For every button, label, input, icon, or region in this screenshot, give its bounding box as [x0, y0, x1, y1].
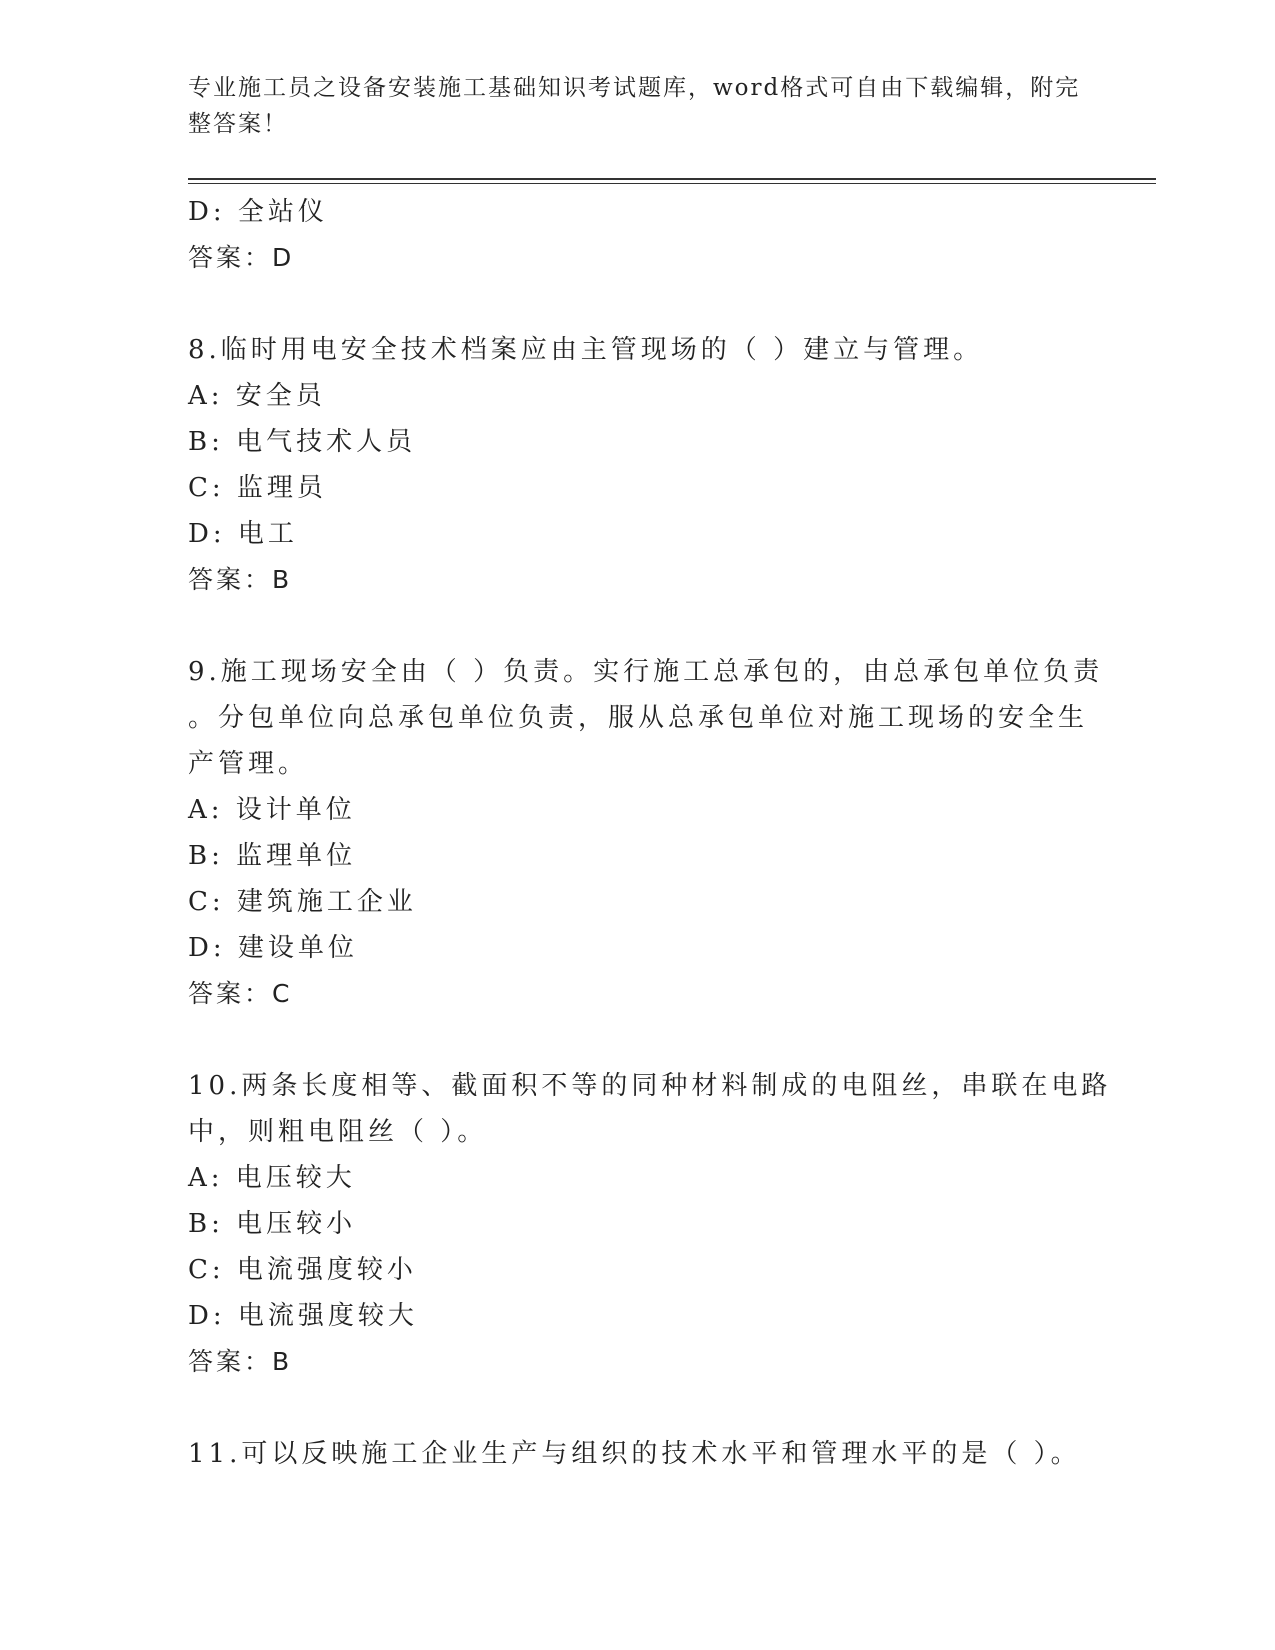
question-9-option-c: C: 建筑施工企业	[188, 887, 417, 917]
header-divider-thick	[188, 178, 1156, 180]
previous-option-d: D: 全站仪	[188, 197, 328, 227]
header-line-1: 专业施工员之设备安装施工基础知识考试题库，word格式可自由下载编辑，附完	[188, 75, 1081, 101]
question-9-option-a: A: 设计单位	[188, 795, 356, 825]
question-11-stem: 11.可以反映施工企业生产与组织的技术水平和管理水平的是（ ）。	[188, 1439, 1081, 1469]
question-10-stem-line-2: 中，则粗电阻丝（ ）。	[188, 1117, 488, 1147]
question-10-stem-line-1: 10.两条长度相等、截面积不等的同种材料制成的电阻丝，串联在电路	[188, 1071, 1112, 1101]
question-9-stem-line-3: 产管理。	[188, 749, 309, 779]
question-10-option-c: C: 电流强度较小	[188, 1255, 417, 1285]
spacer	[188, 1385, 1088, 1431]
question-10-option-d: D: 电流强度较大	[188, 1301, 418, 1331]
document-header	[188, 70, 1088, 142]
question-8-answer: 答案：B	[188, 565, 293, 594]
question-9-option-d: D: 建设单位	[188, 933, 358, 963]
question-8-option-d: D: 电工	[188, 519, 298, 549]
question-8-option-b: B: 电气技术人员	[188, 427, 417, 457]
spacer	[188, 281, 1088, 327]
previous-answer: 答案：D	[188, 243, 295, 272]
question-8-option-c: C: 监理员	[188, 473, 327, 503]
header-divider-thin	[188, 183, 1156, 184]
question-10-option-a: A: 电压较大	[188, 1163, 356, 1193]
header-line-2: 整答案！	[188, 111, 288, 137]
question-list	[188, 189, 1112, 1477]
question-9-answer: 答案：C	[188, 979, 293, 1008]
question-10-option-b: B: 电压较小	[188, 1209, 357, 1239]
question-8-stem: 8.临时用电安全技术档案应由主管现场的（ ）建立与管理。	[188, 335, 984, 365]
question-10-answer: 答案：B	[188, 1347, 293, 1376]
spacer	[188, 1017, 1088, 1063]
spacer	[188, 603, 1088, 649]
question-9-stem-line-2: 。分包单位向总承包单位负责，服从总承包单位对施工现场的安全生	[188, 703, 1089, 733]
question-9-option-b: B: 监理单位	[188, 841, 357, 871]
question-8-option-a: A: 安全员	[188, 381, 326, 411]
question-9-stem-line-1: 9.施工现场安全由（ ）负责。实行施工总承包的，由总承包单位负责	[188, 657, 1104, 687]
